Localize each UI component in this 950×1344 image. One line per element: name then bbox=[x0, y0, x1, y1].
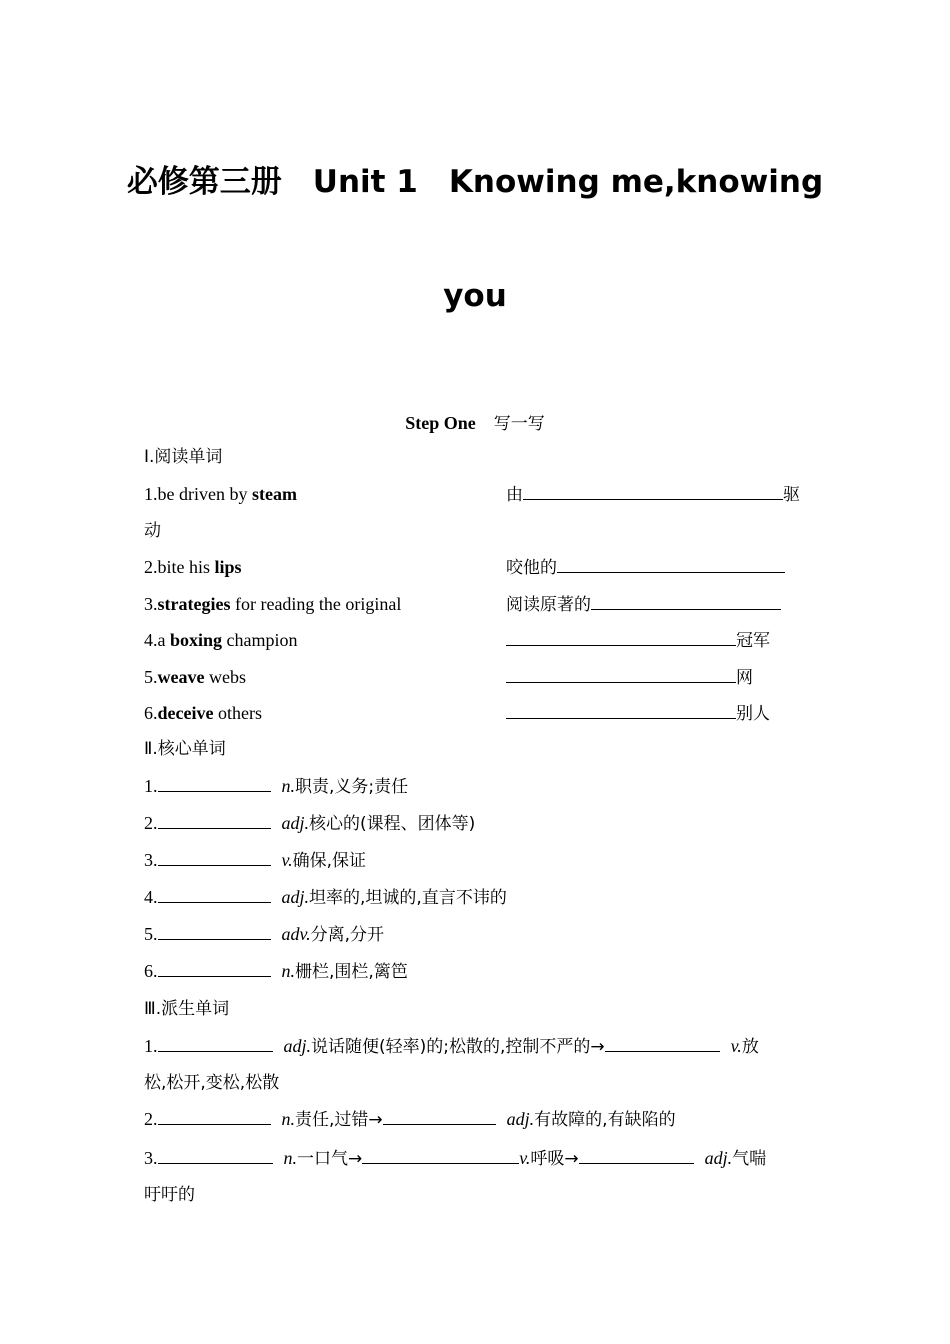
answer-blank[interactable] bbox=[158, 1106, 271, 1125]
section-heading-reading-words: Ⅰ.阅读单词 bbox=[144, 447, 223, 467]
answer-blank[interactable] bbox=[158, 1033, 273, 1052]
list-item: 5. adv.分离,分开 bbox=[144, 921, 384, 948]
answer-blank[interactable] bbox=[605, 1033, 720, 1052]
section-heading-derived-words: Ⅲ.派生单词 bbox=[144, 999, 230, 1019]
list-item: 4. adj.坦率的,坦诚的,直言不讳的 bbox=[144, 884, 507, 911]
list-item: 1.be driven by steam bbox=[144, 484, 297, 504]
answer-blank[interactable] bbox=[158, 810, 271, 829]
answer-line[interactable]: 冠军 bbox=[506, 627, 770, 654]
answer-line[interactable]: 网 bbox=[506, 664, 753, 691]
list-item: 3. n.一口气→ v.呼吸→ adj.气喘 bbox=[144, 1145, 766, 1172]
wrapped-text: 动 bbox=[144, 521, 161, 541]
wrapped-text: 吁吁的 bbox=[144, 1185, 195, 1205]
list-item: 2.bite his lips bbox=[144, 557, 242, 577]
list-item: 3. v.确保,保证 bbox=[144, 847, 366, 874]
list-item: 2. adj.核心的(课程、团体等) bbox=[144, 810, 475, 837]
answer-blank[interactable] bbox=[158, 958, 271, 977]
section-heading-core-words: Ⅱ.核心单词 bbox=[144, 739, 226, 759]
answer-blank[interactable] bbox=[158, 921, 271, 940]
answer-blank[interactable] bbox=[158, 884, 271, 903]
list-item: 3.strategies for reading the original bbox=[144, 594, 402, 614]
step-cn-label: 写一写 bbox=[493, 414, 545, 434]
answer-line[interactable]: 别人 bbox=[506, 700, 770, 727]
answer-line[interactable]: 阅读原著的 bbox=[506, 591, 781, 618]
step-heading bbox=[0, 409, 950, 434]
list-item: 6.deceive others bbox=[144, 703, 262, 723]
list-item: 2. n.责任,过错→ adj.有故障的,有缺陷的 bbox=[144, 1106, 676, 1133]
answer-blank[interactable] bbox=[383, 1106, 496, 1125]
list-item: 1. n.职责,义务;责任 bbox=[144, 773, 408, 800]
list-item: 1. adj.说话随便(轻率)的;松散的,控制不严的→ v.放 bbox=[144, 1033, 759, 1060]
answer-line[interactable]: 咬他的 bbox=[506, 554, 785, 581]
answer-blank[interactable] bbox=[362, 1145, 519, 1164]
answer-blank[interactable] bbox=[158, 847, 271, 866]
answer-blank[interactable] bbox=[158, 773, 271, 792]
list-item: 6. n.栅栏,围栏,篱笆 bbox=[144, 958, 408, 985]
page-title: 必修第三册 Unit 1 Knowing me,knowing bbox=[126, 164, 824, 200]
answer-line[interactable]: 由 驱 bbox=[506, 481, 800, 508]
step-label: Step One bbox=[405, 413, 476, 433]
answer-blank[interactable] bbox=[158, 1145, 273, 1164]
list-item: 5.weave webs bbox=[144, 667, 246, 687]
wrapped-text: 松,松开,变松,松散 bbox=[144, 1073, 280, 1093]
answer-blank[interactable] bbox=[579, 1145, 694, 1164]
page-title-continued: you bbox=[443, 278, 507, 314]
list-item: 4.a boxing champion bbox=[144, 630, 298, 650]
